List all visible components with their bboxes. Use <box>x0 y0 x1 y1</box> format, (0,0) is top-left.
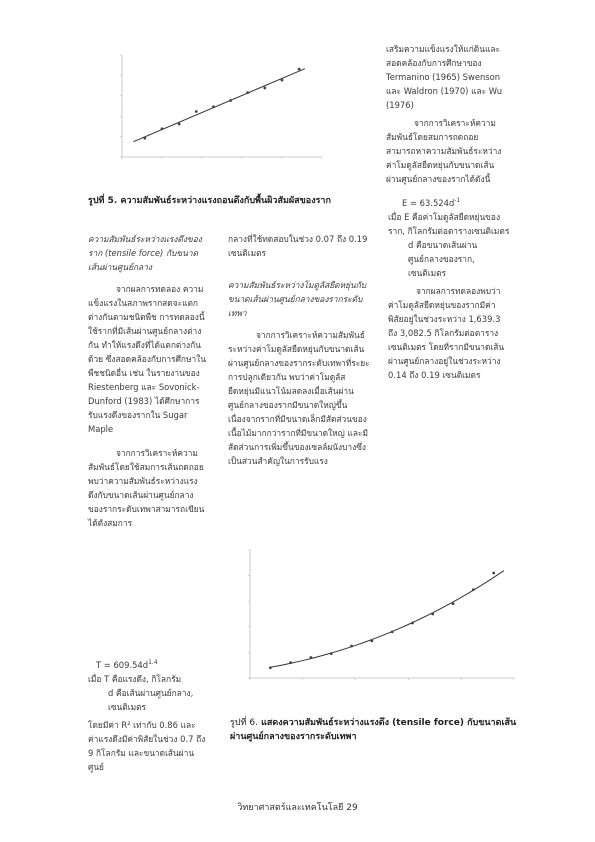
figure-5-caption <box>88 194 388 208</box>
col3-para2: จากการวิเคราะห์ความสัมพันธ์โดยสมการถดถอยสามารถหาความสัมพันธ์ระหว่างค่าโมดูลัสยืดหยุ่นกับขนาดเส้นผ่านศูนย์กลางของรากได้ดังนี้ <box>386 118 502 184</box>
trend-line <box>133 69 304 142</box>
col1-para2: จากการวิเคราะห์ความสัมพันธ์โดยใช้สมการเส้นถดถอย พบว่าความสัมพันธ์ระหว่างแรงดึงกับขนาดเส้นผ่านศูนย์กลางของรากระดับเทพาสามารถเขียนได้ดังสมการ <box>88 448 205 528</box>
data-point <box>289 661 292 664</box>
data-point <box>281 79 284 82</box>
figure-6-text: แสดงความสัมพันธ์ระหว่างแรงดึง (tensile force) กับขนาดเส้นผ่านศูนย์กลางของรากระดับเทพา <box>230 718 517 742</box>
col3-where: เมื่อ <box>388 212 402 222</box>
data-point <box>370 639 373 642</box>
data-point <box>212 105 215 108</box>
figure-6-label: รูปที่ 6. <box>230 718 258 728</box>
data-point <box>310 656 313 659</box>
data-point <box>161 127 164 130</box>
col3-def-e-text: E คือค่าโมดูลัสยืดหยุ่นของราก, กิโลกรัมต่อตารางเซนติเมตร <box>388 212 510 236</box>
data-point <box>246 91 249 94</box>
col1-def-d: d คือเส้นผ่านศูนย์กลาง, เซนติเมตร <box>108 688 194 712</box>
col3-equation <box>402 194 460 210</box>
figure-5-chart <box>108 45 330 175</box>
data-point <box>269 666 272 669</box>
col3-def-d: d คือขนาดเส้นผ่านศูนย์กลางของราก, เซนติเมตร <box>408 240 478 278</box>
col2-heading: ความสัมพันธ์ระหว่างโมดูลัสยืดหยุ่นกับขนาดเส้นผ่านศูนย์กลางของรากระดับเทพา <box>228 280 367 318</box>
data-point <box>472 588 475 591</box>
col2-top: กลางที่ใช้ทดสอบในช่วง 0.07 ถึง 0.19 เซนติเมตร <box>228 234 368 258</box>
figure-5-text: ความสัมพันธ์ระหว่างแรงถอนดึงกับพื้นผิวสัมผัสของราก <box>120 196 331 206</box>
data-point <box>143 137 146 140</box>
data-point <box>411 622 414 625</box>
data-point <box>229 99 232 102</box>
figure-6-caption <box>230 716 530 744</box>
col1-para3: โดยมีค่า R² เท่ากับ 0.86 และค่าแรงดึงมีค่าพิสัยในช่วง 0.7 ถึง 9 กิโลกรัม และขนาดเส้นผ่านศูนย์ <box>88 720 206 772</box>
col3-def-e <box>388 210 510 238</box>
data-point <box>178 123 181 126</box>
col1-def-t <box>88 672 206 686</box>
col3-para1: เสริมความแข็งแรงให้แก่ดินและสอดคล้องกับการศึกษาของ Termanino (1965) Swenson และ Waldron (1970) และ Wu (1976) <box>386 44 503 110</box>
page-footer: วิทยาศาสตร์และเทคโนโลยี 29 <box>237 803 358 813</box>
figure-5-label: รูปที่ 5. <box>88 196 118 206</box>
col1-para1: จากผลการทดลอง ความแข็งแรงในสภาพรากสดจะแตกต่างกันตามชนิดพืช การทดลองนี้ใช้รากที่มีเส้นผ่านศูนย์กลางต่างกัน ทำให้แรงดึงที่ได้แตกต่างกันด้วย ซึ่งสอดคล้องกับการศึกษาในพืชชนิดอื่น เช่น ในรายงานของ Riestenberg และ Sovonick-Dunford (1983) ได้ศึกษาการรับแรงดึงของรากใน Sugar Maple <box>88 284 207 434</box>
column-1 <box>88 232 206 530</box>
col2-para: จากการวิเคราะห์ความสัมพันธ์ระหว่างค่าโมดูลัสยืดหยุ่นกับขนาดเส้นผ่านศูนย์กลางของรากระดับเทพาที่ระยะการปลูกเดียวกัน พบว่าค่าโมดูลัสยืดหยุ่นมีแนวโน้มลดลงเมื่อเส้นผ่านศูนย์กลางของรากมีขนาดใหญ่ขึ้น เนื่องจากรากที่มีขนาดเล็กมีสัดส่วนของเนื้อไม้มากกว่ารากที่มีขนาดใหญ่ และมีสัดส่วนการเพิ่มขึ้นของเซลล์ผนังบางซึ่งเป็นส่วนสำคัญในการรับแรง <box>228 330 370 466</box>
data-point <box>195 110 198 113</box>
col1-equation-exp: 1.4 <box>148 659 158 666</box>
col1-where: เมื่อ <box>88 674 102 684</box>
trend-line <box>270 571 504 668</box>
col3-equation-exp: -1 <box>454 197 461 204</box>
data-point <box>452 602 455 605</box>
data-point <box>298 68 301 71</box>
col1-defs <box>88 672 206 774</box>
column-2 <box>228 232 370 468</box>
data-point <box>492 572 495 575</box>
column-3 <box>386 42 506 186</box>
data-point <box>431 613 434 616</box>
col3-defs <box>388 210 510 382</box>
col1-equation-text: T = 609.54d <box>96 659 149 670</box>
col1-heading: ความสัมพันธ์ระหว่างแรงดึงของราก (tensile force) กับขนาดเส้นผ่านศูนย์กลาง <box>88 234 202 272</box>
data-point <box>330 652 333 655</box>
data-point <box>263 87 266 90</box>
figure-6-chart <box>232 540 522 700</box>
col3-para3: จากผลการทดลองพบว่าค่าโมดูลัสยืดหยุ่นของรากมีค่าพิสัยอยู่ในช่วงระหว่าง 1,639.3 ถึง 3,082.5 กิโลกรัมต่อตารางเซนติเมตร โดยที่รากมีขนาดเส้นผ่านศูนย์กลางอยู่ในช่วงระหว่าง 0.14 ถึง 0.19 เซนติเมตร <box>388 286 505 380</box>
data-point <box>350 645 353 648</box>
data-point <box>391 631 394 634</box>
col3-equation-text: E = 63.524d <box>402 197 455 208</box>
col1-def-t-text: T คือแรงดึง, กิโลกรัม <box>104 674 182 684</box>
col1-equation <box>96 656 158 672</box>
